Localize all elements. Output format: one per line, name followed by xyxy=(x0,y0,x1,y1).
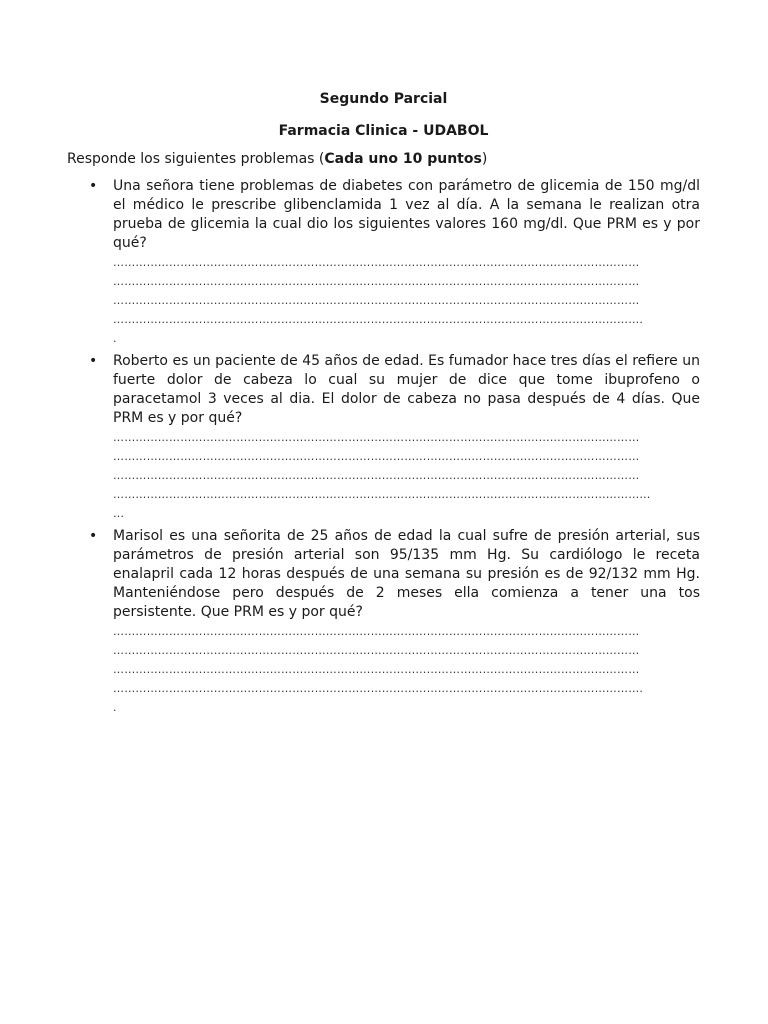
document-subtitle: Farmacia Clinica - UDABOL xyxy=(278,123,489,139)
problem-text: Una señora tiene problemas de diabetes con parámetro de glicemia de 150 mg/dl el médico le prescribe glibenclamida 1 vez al día. A la semana le realizan otra prueba de glicemia la cual dio los siguientes valores 160 mg/dl. Que PRM es y por qué? xyxy=(113,178,700,251)
answer-line: ……………………………………………………………………………………………………………………………. xyxy=(113,313,644,326)
answer-line: …………………………………………………………………………………………………………………………… xyxy=(113,450,640,463)
answer-line: …………………………………………………………………………………………………………………………… xyxy=(113,469,640,482)
problem-item xyxy=(67,177,700,348)
problem-item xyxy=(67,352,700,523)
answer-line: . xyxy=(113,332,117,345)
problem-item xyxy=(67,527,700,717)
problem-text: Roberto es un paciente de 45 años de edad. Es fumador hace tres días el refiere un fuerte dolor de cabeza lo cual su mujer de dice que tome ibuprofeno o paracetamol 3 veces al dia. El dolor de cabeza no pasa después de 4 días. Que PRM es y por qué? xyxy=(113,353,700,426)
answer-line: . xyxy=(113,701,117,714)
instructions-points: Cada uno 10 puntos xyxy=(324,151,482,167)
answer-line: …………………………………………………………………………………………………………………………… xyxy=(113,625,640,638)
problem-text: Marisol es una señorita de 25 años de edad la cual sufre de presión arterial, sus parámetros de presión arterial son 95/135 mm Hg. Su cardiólogo le receta enalapril cada 12 horas después de una semana su presión es de 92/132 mm Hg. Manteniéndose pero después de 2 meses ella comienza a tener una tos persistente. Que PRM es y por qué? xyxy=(113,528,700,620)
bullet-icon: • xyxy=(89,178,98,194)
document-title: Segundo Parcial xyxy=(319,91,448,107)
answer-line: …………………………………………………………………………………………………………………………… xyxy=(113,644,640,657)
instructions xyxy=(67,150,700,169)
instructions-prefix: Responde los siguientes problemas ( xyxy=(67,151,325,167)
answer-line: …………………………………………………………………………………………………………………………… xyxy=(113,294,640,307)
bullet-icon: • xyxy=(89,353,98,369)
answer-line: ……………………………………………………………………………………………………………………………… xyxy=(113,488,651,501)
problem-list xyxy=(67,177,700,717)
answer-line: …………………………………………………………………………………………………………………………… xyxy=(113,275,640,288)
answer-line: …………………………………………………………………………………………………………………………… xyxy=(113,663,640,676)
bullet-icon: • xyxy=(89,528,98,544)
answer-line: …………………………………………………………………………………………………………………………… xyxy=(113,256,640,269)
answer-line: …………………………………………………………………………………………………………………………… xyxy=(113,431,640,444)
answer-line: ……………………………………………………………………………………………………………………………. xyxy=(113,682,644,695)
instructions-suffix: ) xyxy=(481,151,488,167)
answer-line: … xyxy=(113,507,125,520)
